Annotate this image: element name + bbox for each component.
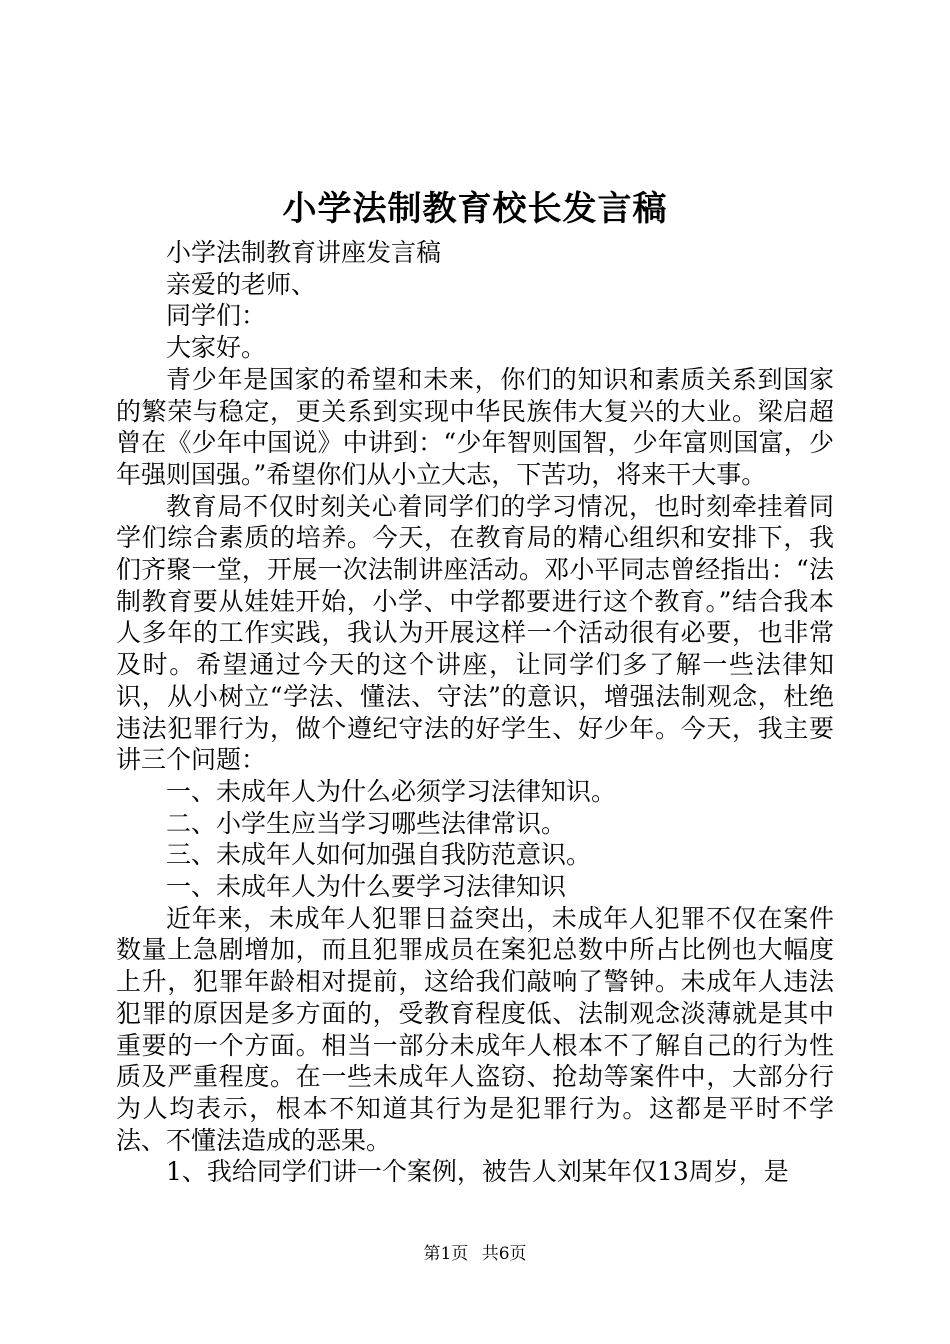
page-footer — [0, 1242, 950, 1266]
paragraph: 亲爱的老师、 — [166, 269, 317, 299]
page-number: 第1页 — [423, 1244, 469, 1264]
paragraph: 一、未成年人为什么要学习法律知识 — [166, 872, 567, 902]
paragraph: 青少年是国家的希望和未来，你们的知识和素质关系到国家的繁荣与稳定，更关系到实现中华民族伟大复兴的大业。梁启超曾在《少年中国说》中讲到：“少年智则国智，少年富则国富，少年强则国强。”希望你们从小立大志，下苦功，将来干大事。 — [116, 364, 834, 489]
paragraph: 二、小学生应当学习哪些法律常识。 — [166, 808, 567, 838]
paragraph: 一、未成年人为什么必须学习法律知识。 — [166, 776, 617, 806]
paragraph: 教育局不仅时刻关心着同学们的学习情况，也时刻牵挂着同学们综合素质的培养。今天，在教育局的精心组织和安排下，我们齐聚一堂，开展一次法制讲座活动。邓小平同志曾经指出：“法制教育要从娃娃开始，小学、中学都要进行这个教育。”结合我本人多年的工作实践，我认为开展这样一个活动很有必要，也非常及时。希望通过今天的这个讲座，让同学们多了解一些法律知识，从小树立“学法、懂法、守法”的意识，增强法制观念，杜绝违法犯罪行为，做个遵纪守法的好学生、好少年。今天，我主要讲三个问题： — [116, 491, 834, 775]
paragraph: 小学法制教育讲座发言稿 — [166, 238, 442, 267]
paragraph: 1、我给同学们讲一个案例，被告人刘某年仅13周岁，是 — [166, 1157, 789, 1187]
paragraph: 大家好。 — [166, 333, 267, 363]
paragraph: 近年来，未成年人犯罪日益突出，未成年人犯罪不仅在案件数量上急剧增加，而且犯罪成员在案犯总数中所占比例也大幅度上升，犯罪年龄相对提前，这给我们敲响了警钟。未成年人违法犯罪的原因是多方面的，受教育程度低、法制观念淡薄就是其中重要的一个方面。相当一部分未成年人根本不了解自己的行为性质及严重程度。在一些未成年人盗窃、抢劫等案件中，大部分行为人均表示，根本不知道其行为是犯罪行为。这都是平时不学法、不懂法造成的恶果。 — [116, 903, 834, 1155]
document-body — [116, 237, 834, 1188]
paragraph: 三、未成年人如何加强自我防范意识。 — [166, 840, 592, 870]
page-total: 共6页 — [481, 1244, 527, 1264]
paragraph: 同学们： — [166, 301, 267, 331]
document-title: 小学法制教育校长发言稿 — [282, 189, 668, 229]
